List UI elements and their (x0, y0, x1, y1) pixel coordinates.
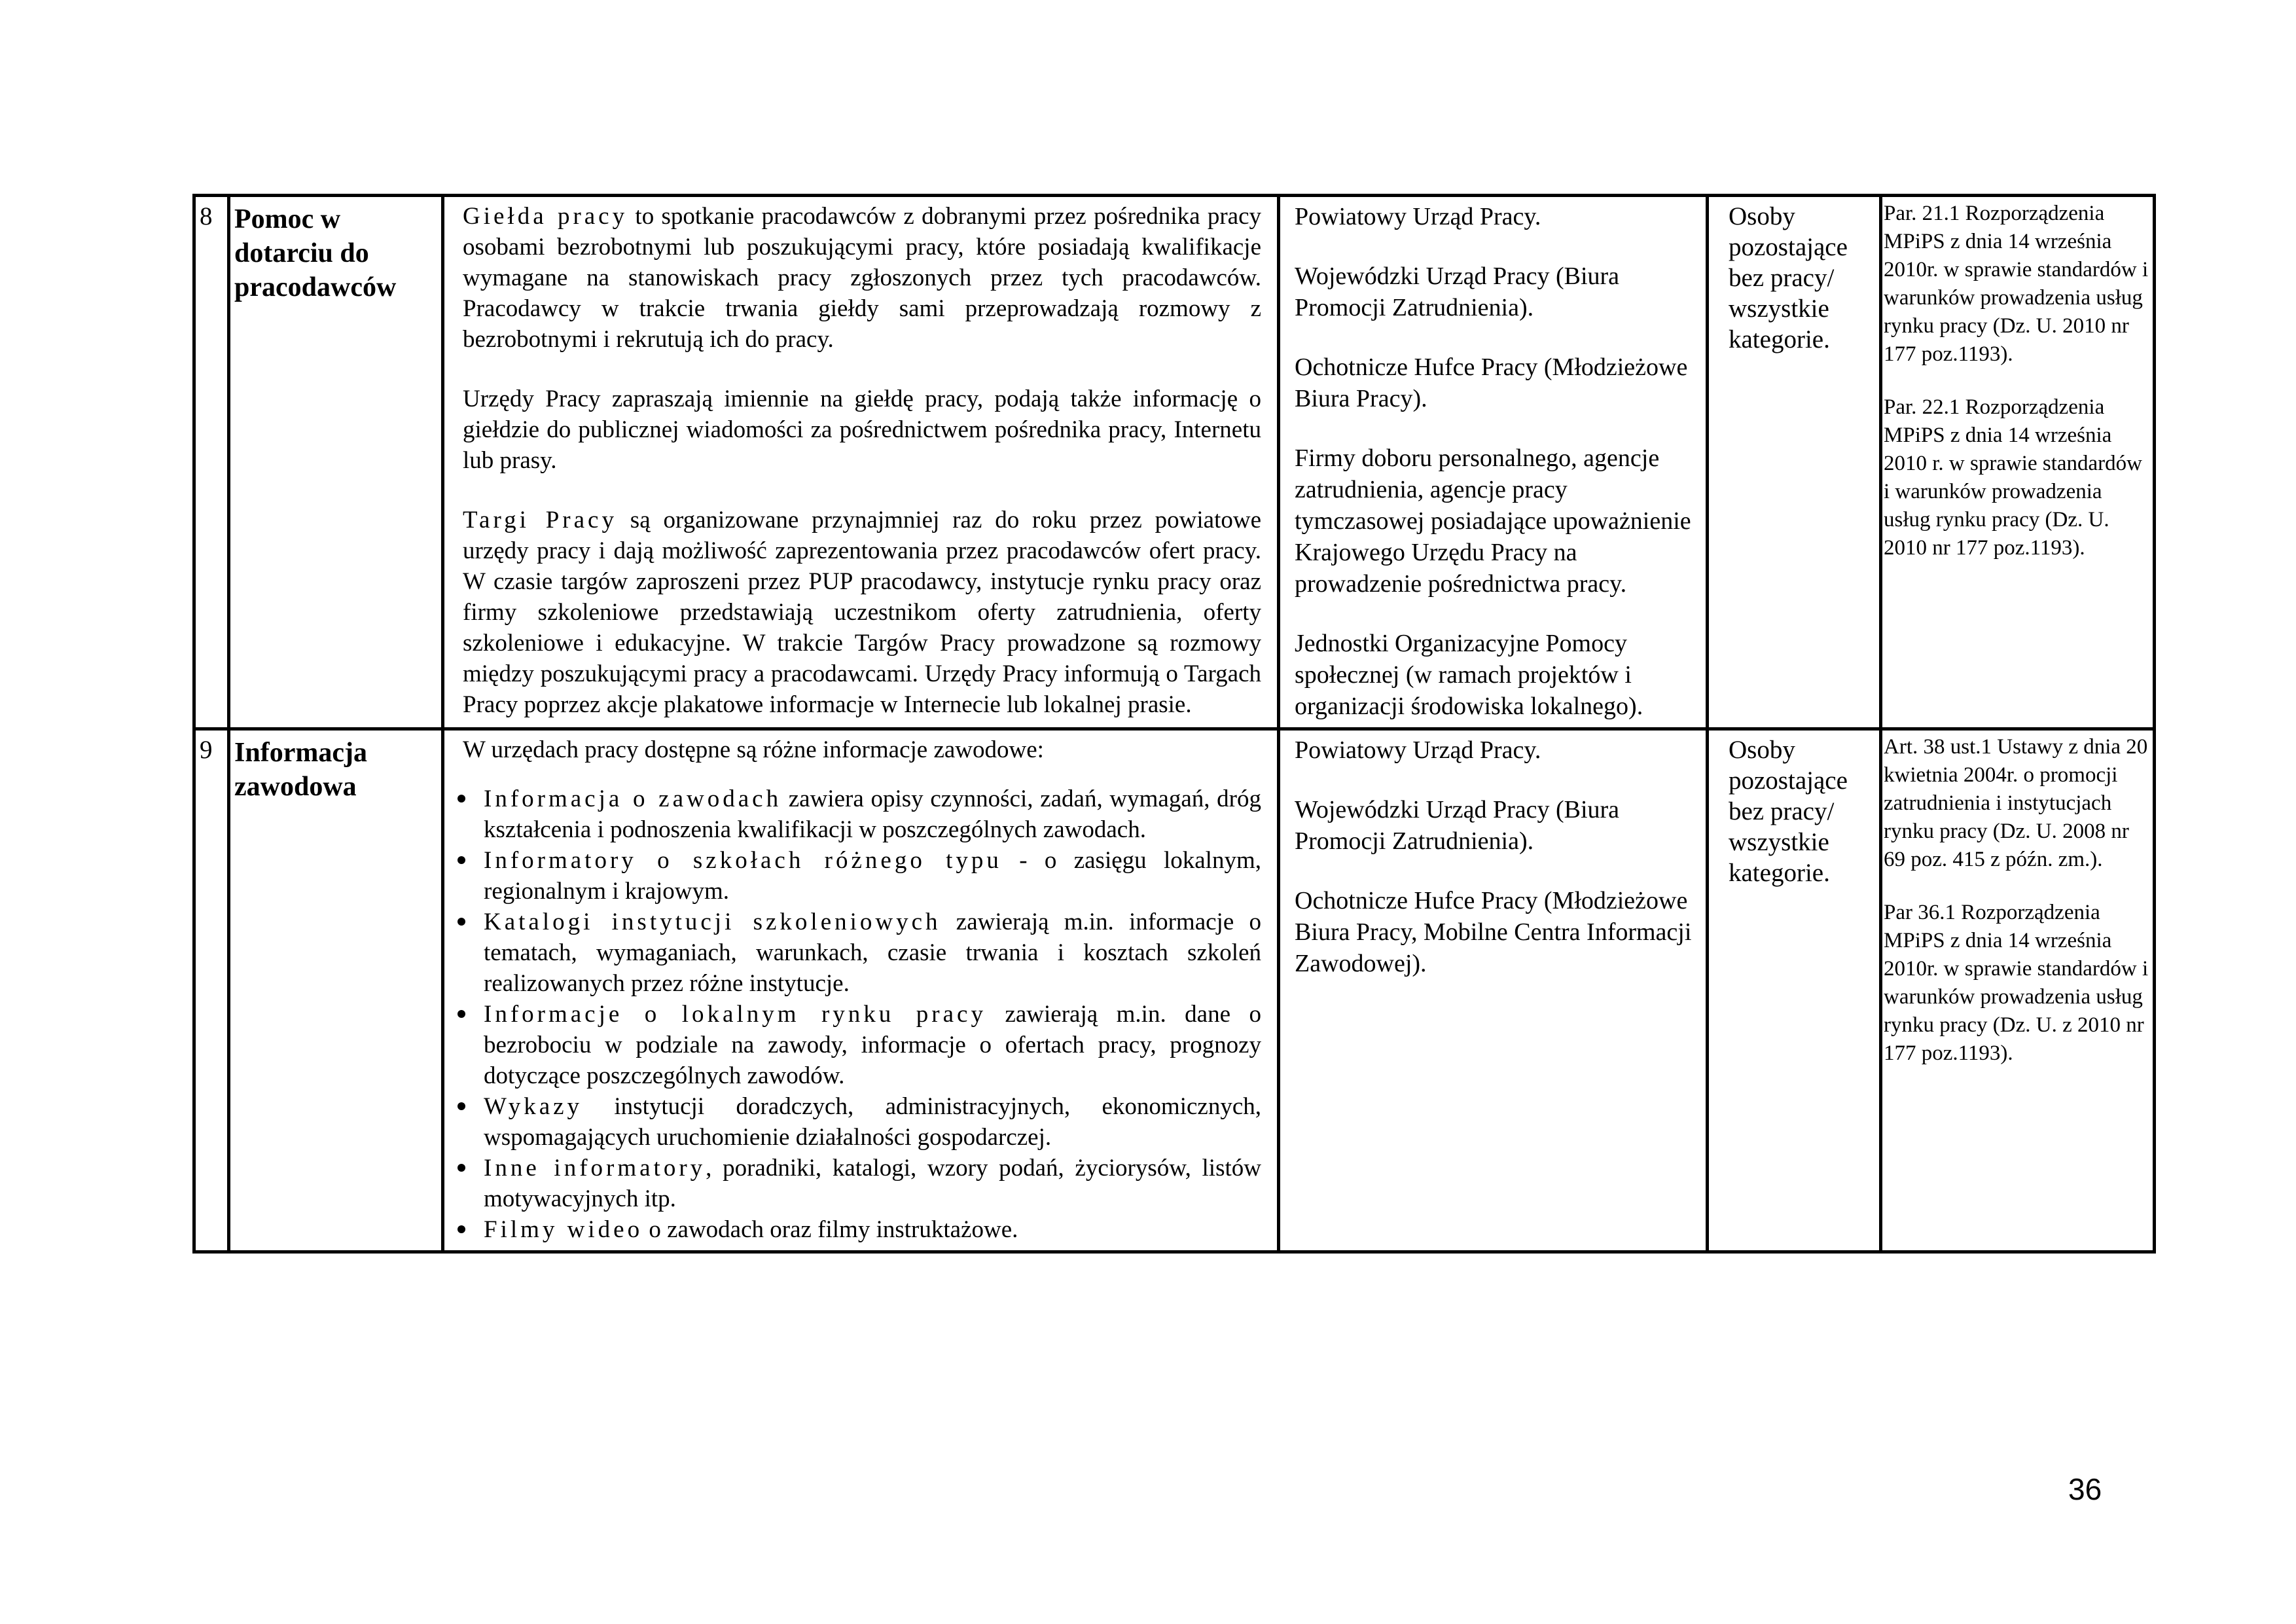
bullet-text: zawierają m.in. dane o bezrobociu w podziale na zawody, informacje o ofertach pracy, prognozy dotyczące poszczególnych zawodów. (484, 1001, 1261, 1089)
description-paragraph (463, 505, 1261, 720)
bullet-text: zawierają m.in. informacje o tematach, wymaganiach, warunkach, czasie trwania i kosztach szkoleń realizowanych przez różne instytucje. (484, 909, 1261, 997)
description-text: są organizowane przynajmniej raz do roku przez powiatowe urzędy pracy i dają możliwość zaprezentowania przez pracodawców ofert pracy. W czasie targów zaproszeni przez PUP pracodawcy, instytucje rynku pracy oraz firmy szkoleniowe przedstawiają uczestnikom oferty zatrudnienia, oferty szkoleniowe i edukacyjne. W trakcie Targów Pracy prowadzone są rozmowy między poszukującymi pracy a pracodawcami. Urzędy Pracy informują o Targach Pracy poprzez akcje plakatowe informacje w Internecie lub lokalnej prasie. (463, 507, 1261, 718)
bullet-text: - o zasięgu lokalnym, regionalnym i krajowym. (484, 847, 1261, 905)
info-bullet-list (463, 784, 1261, 1245)
bullet-lead: Katalogi instytucji szkoleniowych (484, 909, 941, 935)
legal-basis-item: Art. 38 ust.1 Ustawy z dnia 20 kwietnia 2004r. o promocji zatrudnienia i instytucjach rynku pracy (Dz. U. 2008 nr 69 poz. 415 z późn. zm.). (1884, 735, 2148, 871)
institution-item: Powiatowy Urząd Pracy. (1295, 203, 1541, 230)
description-lead: Targi Pracy (463, 507, 617, 533)
row-number: 8 (194, 196, 229, 729)
legal-basis-item: Par 36.1 Rozporządzenia MPiPS z dnia 14 września 2010r. w sprawie standardów i warunków prowadzenia usług rynku pracy (Dz. U. z 2010 nr 177 poz.1193). (1884, 901, 2149, 1065)
bullet-text: , poradniki, katalogi, wzory podań, życiorysów, listów motywacyjnych itp. (484, 1155, 1261, 1212)
description-lead: Giełda pracy (463, 203, 628, 230)
legal-basis-cell (1881, 729, 2155, 1252)
list-item (463, 845, 1261, 907)
description-text: to spotkanie pracodawców z dobranymi przez pośrednika pracy osobami bezrobotnymi lub poszukującymi pracy, które posiadają kwalifikacje wymagane na stanowiskach pracy zgłoszonych przez tych pracodawców. Pracodawcy w trakcie trwania giełdy sami przeprowadzają rozmowy z bezrobotnymi i rekrutują ich do pracy. (463, 203, 1261, 353)
list-item (463, 1153, 1261, 1214)
institution-item: Ochotnicze Hufce Pracy (Młodzieżowe Biura Pracy). (1295, 353, 1688, 412)
row-number: 9 (194, 729, 229, 1252)
legal-basis-item: Par. 22.1 Rozporządzenia MPiPS z dnia 14 września 2010 r. w sprawie standardów i warunków prowadzenia usług rynku pracy (Dz. U. 2010 nr 177 poz.1193). (1884, 395, 2143, 560)
target-group: Osoby pozostające bez pracy/ wszystkie kategorie. (1708, 729, 1881, 1252)
legal-basis-cell (1881, 196, 2155, 729)
page-number: 36 (2068, 1472, 2102, 1506)
bullet-text: o zawodach oraz filmy instruktażowe. (643, 1216, 1018, 1243)
list-item (463, 1214, 1261, 1245)
bullet-lead: Wykazy (484, 1093, 583, 1120)
service-description (443, 196, 1279, 729)
description-paragraph (463, 201, 1261, 355)
institution-item: Wojewódzki Urząd Pracy (Biura Promocji Zatrudnienia). (1295, 262, 1620, 321)
list-item (463, 1091, 1261, 1153)
services-table (192, 194, 2156, 1254)
list-item (463, 784, 1261, 845)
bullet-icon (457, 1010, 465, 1018)
bullet-lead: Informatory o szkołach różnego typu (484, 847, 1002, 874)
bullet-icon (457, 1225, 465, 1233)
bullet-icon (457, 918, 465, 926)
institution-item: Firmy doboru personalnego, agencje zatrudnienia, agencje pracy tymczasowej posiadające upoważnienie Krajowego Urzędu Pracy na prowadzenie pośrednictwa pracy. (1295, 444, 1691, 598)
institutions-cell (1279, 196, 1708, 729)
bullet-lead: Informacje o lokalnym rynku pracy (484, 1001, 986, 1028)
bullet-icon (457, 795, 465, 803)
bullet-text: instytucji doradczych, administracyjnych, ekonomicznych, wspomagających uruchomienie działalności gospodarczej. (484, 1093, 1261, 1151)
service-description (443, 729, 1279, 1252)
institution-item: Ochotnicze Hufce Pracy (Młodzieżowe Biura Pracy, Mobilne Centra Informacji Zawodowej). (1295, 887, 1692, 977)
institution-item: Wojewódzki Urząd Pracy (Biura Promocji Zatrudnienia). (1295, 796, 1620, 855)
service-title: Pomoc w dotarciu do pracodawców (229, 196, 443, 729)
bullet-icon (457, 1164, 465, 1172)
table-row (194, 729, 2155, 1252)
description-intro: W urzędach pracy dostępne są różne informacje zawodowe: (463, 736, 1044, 763)
institution-item: Jednostki Organizacyjne Pomocy społecznej (w ramach projektów i organizacji środowiska lokalnego). (1295, 630, 1643, 720)
bullet-lead: Inne informatory (484, 1155, 706, 1182)
institutions-cell (1279, 729, 1708, 1252)
list-item (463, 999, 1261, 1091)
institution-item: Powiatowy Urząd Pracy. (1295, 736, 1541, 764)
bullet-lead: Filmy wideo (484, 1216, 643, 1243)
description-paragraph (463, 384, 1261, 476)
bullet-text: zawiera opisy czynności, zadań, wymagań, dróg kształcenia i podnoszenia kwalifikacji w poszczególnych zawodach. (484, 785, 1261, 843)
target-group: Osoby pozostające bez pracy/ wszystkie kategorie. (1708, 196, 1881, 729)
legal-basis-item: Par. 21.1 Rozporządzenia MPiPS z dnia 14 września 2010r. w sprawie standardów i warunków prowadzenia usług rynku pracy (Dz. U. 2010 nr 177 poz.1193). (1884, 202, 2149, 366)
description-text: Urzędy Pracy zapraszają imiennie na giełdę pracy, podają także informację o giełdzie do publicznej wiadomości za pośrednictwem pośrednika pracy, Internetu lub prasy. (463, 386, 1261, 474)
table-row (194, 196, 2155, 729)
list-item (463, 907, 1261, 999)
bullet-icon (457, 1102, 465, 1110)
bullet-icon (457, 856, 465, 864)
bullet-lead: Informacja o zawodach (484, 785, 782, 812)
service-title: Informacja zawodowa (229, 729, 443, 1252)
